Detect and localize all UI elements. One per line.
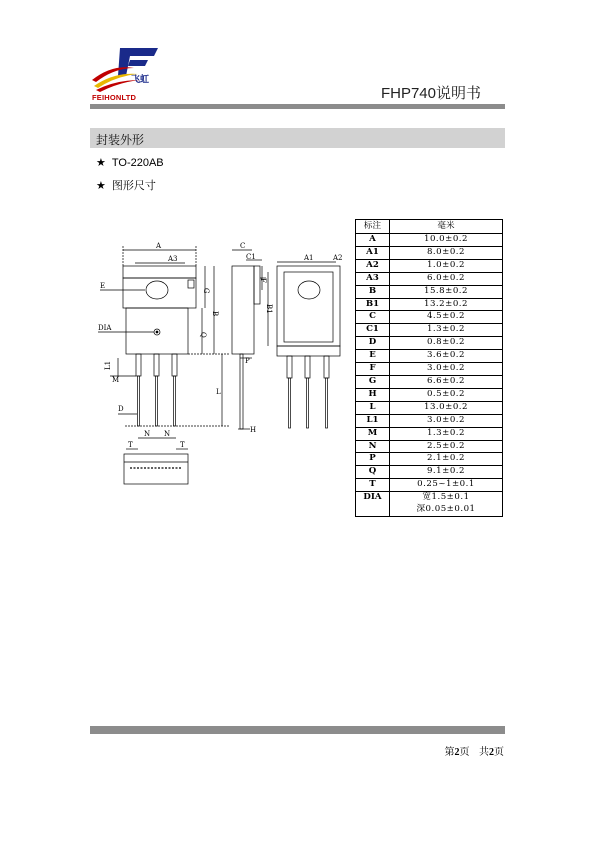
star-icon: ★ <box>96 156 106 169</box>
label-t1: T <box>128 441 133 449</box>
footer-page-unit: 页 <box>459 747 470 758</box>
dim-label: C <box>356 311 390 324</box>
table-row <box>356 259 503 272</box>
dim-value: 0.8±0.2 <box>390 337 503 350</box>
back-view <box>265 254 343 428</box>
dim-label: DIA <box>356 492 390 517</box>
label-dia: DIA <box>98 324 112 332</box>
package-drawing <box>90 236 352 488</box>
dim-label: M <box>356 427 390 440</box>
dim-value: 2.1±0.2 <box>390 453 503 466</box>
front-view <box>98 242 230 438</box>
label-g: G <box>202 288 210 294</box>
dim-label: C1 <box>356 324 390 337</box>
bullet-dimensions <box>96 177 156 193</box>
label-t2: T <box>180 441 185 449</box>
label-c1: C1 <box>246 253 256 261</box>
dim-value: 宽1.5±0.1 <box>390 492 503 504</box>
footer-total-unit: 页 <box>494 747 504 758</box>
dim-label: E <box>356 350 390 363</box>
page-total: 2 <box>489 747 494 758</box>
table-row-dia <box>356 492 503 504</box>
dim-label: N <box>356 440 390 453</box>
table-row <box>356 285 503 298</box>
page-footer <box>444 743 504 758</box>
dim-label: B <box>356 285 390 298</box>
dim-value: 13.0±0.2 <box>390 401 503 414</box>
dim-value: 8.0±0.2 <box>390 246 503 259</box>
dim-value: 9.1±0.2 <box>390 466 503 479</box>
table-row <box>356 298 503 311</box>
table-row <box>356 401 503 414</box>
bottom-view <box>124 441 188 484</box>
dim-value: 深0.05±0.01 <box>390 504 503 516</box>
table-row <box>356 350 503 363</box>
side-view <box>232 242 267 434</box>
dim-value: 13.2±0.2 <box>390 298 503 311</box>
table-row <box>356 375 503 388</box>
table-row <box>356 414 503 427</box>
dim-value: 15.8±0.2 <box>390 285 503 298</box>
dim-value: 3.0±0.2 <box>390 414 503 427</box>
dim-value: 6.6±0.2 <box>390 375 503 388</box>
label-a: A <box>156 242 162 250</box>
dim-value: 3.0±0.2 <box>390 363 503 376</box>
section-bar <box>90 128 505 148</box>
table-row <box>356 337 503 350</box>
footer-prefix: 第 <box>444 747 455 758</box>
footer-total-prefix: 共 <box>479 747 489 758</box>
bullet-text: TO-220AB <box>111 157 164 169</box>
dim-value: 0.25~1±0.1 <box>390 479 503 492</box>
section-title: 封装外形 <box>96 133 145 147</box>
bullet-package <box>96 156 164 169</box>
table-row <box>356 324 503 337</box>
dim-value: 4.5±0.2 <box>390 311 503 324</box>
label-l1: L1 <box>104 360 112 370</box>
table-row <box>356 427 503 440</box>
dim-label: A2 <box>356 259 390 272</box>
table-row <box>356 272 503 285</box>
label-n2: N <box>164 430 171 438</box>
dim-value: 3.6±0.2 <box>390 350 503 363</box>
dimension-table <box>355 219 503 517</box>
label-m: M <box>112 376 120 384</box>
table-row <box>356 363 503 376</box>
label-l: L <box>216 388 221 396</box>
header-label: 标注 <box>356 220 390 234</box>
dim-label: A <box>356 234 390 247</box>
table-row <box>356 440 503 453</box>
table-row <box>356 246 503 259</box>
label-a3: A3 <box>168 255 178 263</box>
table-row <box>356 388 503 401</box>
footer-divider <box>90 726 505 734</box>
document-title: FHP740说明书 <box>380 85 481 102</box>
page-number: 2 <box>454 747 460 758</box>
dim-value: 2.5±0.2 <box>390 440 503 453</box>
dim-value: 1.3±0.2 <box>390 324 503 337</box>
dim-label: Q <box>356 466 390 479</box>
dim-label: D <box>356 337 390 350</box>
logo-wordmark: FEIHONLTD <box>92 93 137 102</box>
dim-label: A3 <box>356 272 390 285</box>
dim-label: G <box>356 375 390 388</box>
label-d: D <box>118 405 124 413</box>
label-p: P <box>245 357 250 365</box>
table-row <box>356 311 503 324</box>
label-q: Q <box>199 332 207 338</box>
header-mm: 毫米 <box>390 220 503 234</box>
label-a2: A2 <box>333 254 343 262</box>
label-f: F <box>259 278 267 283</box>
table-body <box>356 234 503 517</box>
table-header-row <box>356 220 503 234</box>
dim-value: 1.3±0.2 <box>390 427 503 440</box>
dim-label: L <box>356 401 390 414</box>
label-b: B <box>211 311 219 317</box>
table-row <box>356 479 503 492</box>
dim-label: L1 <box>356 414 390 427</box>
dim-label: B1 <box>356 298 390 311</box>
dim-value: 6.0±0.2 <box>390 272 503 285</box>
dim-label: A1 <box>356 246 390 259</box>
label-h: H <box>250 426 257 434</box>
dim-label: T <box>356 479 390 492</box>
star-icon: ★ <box>96 179 106 192</box>
dim-value: 1.0±0.2 <box>390 259 503 272</box>
dim-label: H <box>356 388 390 401</box>
table-row <box>356 234 503 247</box>
table-row <box>356 453 503 466</box>
table-row <box>356 466 503 479</box>
label-a1: A1 <box>304 254 314 262</box>
label-e: E <box>100 282 106 290</box>
dim-value: 10.0±0.2 <box>390 234 503 247</box>
logo-chinese-text: 飞虹 <box>131 75 150 85</box>
label-b1: B1 <box>265 304 273 314</box>
dim-label: F <box>356 363 390 376</box>
header-divider <box>90 104 505 109</box>
label-n1: N <box>144 430 151 438</box>
dim-label: P <box>356 453 390 466</box>
bullet-text: 图形尺寸 <box>111 179 156 192</box>
label-c: C <box>240 242 246 250</box>
dim-value: 0.5±0.2 <box>390 388 503 401</box>
